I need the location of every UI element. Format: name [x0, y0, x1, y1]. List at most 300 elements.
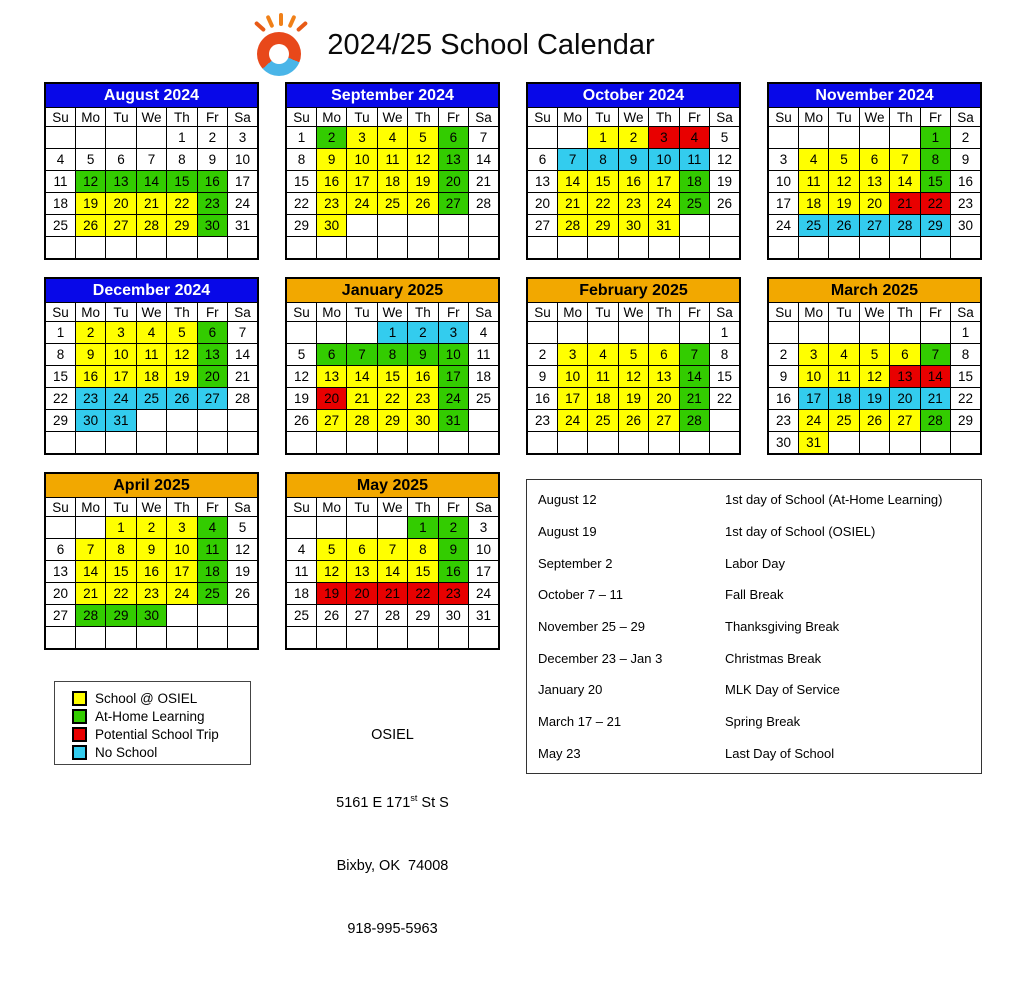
weekday-header: Sa	[951, 108, 981, 127]
day-cell: 20	[649, 388, 679, 410]
weekday-header: Su	[527, 108, 557, 127]
day-cell: 8	[588, 149, 618, 171]
day-cell: 22	[167, 193, 197, 215]
day-cell: 5	[829, 149, 859, 171]
day-cell	[75, 627, 105, 650]
day-cell: 14	[228, 344, 258, 366]
day-cell: 15	[167, 171, 197, 193]
day-cell: 22	[45, 388, 75, 410]
day-cell: 1	[408, 517, 438, 539]
weekday-header: Su	[286, 498, 316, 517]
day-cell: 15	[106, 561, 136, 583]
calendar-grid	[44, 82, 982, 982]
day-cell: 20	[347, 583, 377, 605]
day-cell: 29	[408, 605, 438, 627]
weekday-header: Tu	[347, 303, 377, 322]
day-cell	[920, 322, 950, 344]
day-cell: 21	[920, 388, 950, 410]
day-cell: 26	[618, 410, 648, 432]
weekday-header: We	[618, 303, 648, 322]
day-cell: 26	[75, 215, 105, 237]
day-cell: 14	[136, 171, 166, 193]
day-cell: 21	[136, 193, 166, 215]
day-cell: 16	[197, 171, 227, 193]
day-cell	[377, 237, 407, 260]
legend-swatch-icon	[72, 727, 87, 742]
month-calendar-february-2025	[526, 277, 741, 455]
day-cell: 26	[228, 583, 258, 605]
day-cell: 18	[45, 193, 75, 215]
day-cell: 7	[347, 344, 377, 366]
day-cell: 31	[649, 215, 679, 237]
day-cell: 25	[469, 388, 499, 410]
day-cell	[316, 237, 346, 260]
day-cell: 23	[197, 193, 227, 215]
day-cell: 23	[136, 583, 166, 605]
day-cell: 2	[768, 344, 798, 366]
month-title: April 2025	[45, 473, 258, 498]
day-cell	[316, 322, 346, 344]
month-title: March 2025	[768, 278, 981, 303]
day-cell	[710, 237, 740, 260]
day-cell: 3	[106, 322, 136, 344]
day-cell: 27	[890, 410, 920, 432]
day-cell	[557, 237, 587, 260]
day-cell: 28	[377, 605, 407, 627]
day-cell: 12	[710, 149, 740, 171]
key-date-event: Christmas Break	[725, 650, 822, 666]
weekday-header: Fr	[197, 303, 227, 322]
day-cell	[679, 237, 709, 260]
weekday-header: Fr	[679, 303, 709, 322]
key-date-row	[527, 682, 981, 697]
weekday-header: Sa	[469, 303, 499, 322]
weekday-header: Th	[408, 108, 438, 127]
day-cell	[377, 215, 407, 237]
day-cell: 24	[167, 583, 197, 605]
sun-ray-icon	[266, 15, 275, 29]
weekday-header: Mo	[798, 108, 828, 127]
key-date-label: August 19	[538, 523, 597, 539]
key-date-label: March 17 – 21	[538, 713, 622, 729]
day-cell: 17	[798, 388, 828, 410]
key-date-label: May 23	[538, 745, 581, 761]
weekday-header: Su	[45, 498, 75, 517]
day-cell: 20	[438, 171, 468, 193]
day-cell: 7	[469, 127, 499, 149]
day-cell: 28	[136, 215, 166, 237]
day-cell	[768, 237, 798, 260]
weekday-header: We	[136, 498, 166, 517]
day-cell: 13	[649, 366, 679, 388]
day-cell: 19	[829, 193, 859, 215]
month-calendar-march-2025	[767, 277, 982, 455]
day-cell: 8	[408, 539, 438, 561]
day-cell	[286, 322, 316, 344]
day-cell: 22	[286, 193, 316, 215]
day-cell	[588, 237, 618, 260]
day-cell: 3	[167, 517, 197, 539]
day-cell: 4	[136, 322, 166, 344]
day-cell	[45, 627, 75, 650]
day-cell	[527, 127, 557, 149]
weekday-header: Su	[286, 108, 316, 127]
day-cell	[859, 322, 889, 344]
weekday-header: Mo	[557, 108, 587, 127]
day-cell: 18	[286, 583, 316, 605]
day-cell: 25	[377, 193, 407, 215]
day-cell: 3	[469, 517, 499, 539]
day-cell: 23	[768, 410, 798, 432]
day-cell: 7	[557, 149, 587, 171]
weekday-header: Su	[286, 303, 316, 322]
day-cell: 1	[920, 127, 950, 149]
weekday-header: Fr	[197, 498, 227, 517]
day-cell: 28	[890, 215, 920, 237]
day-cell: 1	[588, 127, 618, 149]
day-cell: 4	[45, 149, 75, 171]
day-cell	[316, 627, 346, 650]
day-cell	[890, 432, 920, 455]
day-cell: 15	[408, 561, 438, 583]
day-cell: 2	[408, 322, 438, 344]
month-calendar-september-2024	[285, 82, 500, 260]
day-cell: 9	[438, 539, 468, 561]
day-cell: 17	[557, 388, 587, 410]
day-cell: 1	[710, 322, 740, 344]
day-cell: 28	[469, 193, 499, 215]
day-cell: 26	[316, 605, 346, 627]
day-cell: 14	[347, 366, 377, 388]
legend-box	[54, 681, 251, 765]
day-cell	[347, 432, 377, 455]
weekday-header: Fr	[438, 303, 468, 322]
day-cell	[618, 322, 648, 344]
day-cell: 7	[75, 539, 105, 561]
day-cell: 4	[798, 149, 828, 171]
key-date-event: Labor Day	[725, 555, 785, 571]
weekday-header: Mo	[557, 303, 587, 322]
day-cell: 14	[469, 149, 499, 171]
day-cell: 22	[106, 583, 136, 605]
month-title: May 2025	[286, 473, 499, 498]
legend-label: No School	[95, 745, 158, 760]
month-calendar-december-2024	[44, 277, 259, 455]
day-cell	[377, 432, 407, 455]
day-cell	[768, 127, 798, 149]
day-cell: 7	[136, 149, 166, 171]
day-cell: 21	[469, 171, 499, 193]
day-cell	[106, 127, 136, 149]
day-cell	[167, 237, 197, 260]
day-cell: 6	[859, 149, 889, 171]
day-cell: 25	[798, 215, 828, 237]
day-cell: 30	[438, 605, 468, 627]
day-cell: 4	[377, 127, 407, 149]
day-cell: 24	[106, 388, 136, 410]
day-cell: 18	[197, 561, 227, 583]
weekday-header: Tu	[588, 303, 618, 322]
day-cell: 5	[167, 322, 197, 344]
key-dates-box	[526, 479, 982, 774]
day-cell: 28	[75, 605, 105, 627]
day-cell	[228, 410, 258, 432]
day-cell	[588, 322, 618, 344]
address-street: 5161 E 171st St S	[336, 793, 449, 811]
key-date-event: MLK Day of Service	[725, 682, 840, 698]
legend-swatch-icon	[72, 691, 87, 706]
day-cell: 13	[197, 344, 227, 366]
day-cell: 13	[438, 149, 468, 171]
day-cell: 9	[316, 149, 346, 171]
key-date-row	[527, 651, 981, 666]
day-cell: 3	[228, 127, 258, 149]
day-cell: 18	[588, 388, 618, 410]
day-cell: 19	[618, 388, 648, 410]
day-cell: 5	[286, 344, 316, 366]
day-cell: 6	[45, 539, 75, 561]
day-cell: 14	[890, 171, 920, 193]
day-cell: 8	[45, 344, 75, 366]
day-cell: 21	[347, 388, 377, 410]
legend-label: School @ OSIEL	[95, 691, 198, 706]
weekday-header: Th	[890, 303, 920, 322]
month-title: January 2025	[286, 278, 499, 303]
day-cell: 11	[197, 539, 227, 561]
month-title: February 2025	[527, 278, 740, 303]
day-cell	[798, 237, 828, 260]
day-cell: 1	[377, 322, 407, 344]
day-cell: 2	[618, 127, 648, 149]
day-cell	[45, 237, 75, 260]
weekday-header: Fr	[920, 108, 950, 127]
month-calendar-april-2025	[44, 472, 259, 650]
day-cell: 28	[347, 410, 377, 432]
day-cell: 13	[859, 171, 889, 193]
day-cell: 3	[798, 344, 828, 366]
day-cell: 8	[286, 149, 316, 171]
legend-item	[72, 690, 250, 707]
day-cell: 8	[951, 344, 981, 366]
day-cell: 19	[286, 388, 316, 410]
day-cell: 29	[920, 215, 950, 237]
day-cell: 4	[286, 539, 316, 561]
day-cell: 3	[347, 127, 377, 149]
day-cell: 26	[286, 410, 316, 432]
day-cell: 12	[286, 366, 316, 388]
day-cell	[377, 517, 407, 539]
day-cell	[136, 237, 166, 260]
key-date-row	[527, 587, 981, 602]
day-cell: 3	[649, 127, 679, 149]
day-cell: 5	[859, 344, 889, 366]
day-cell: 13	[527, 171, 557, 193]
weekday-header: Fr	[920, 303, 950, 322]
weekday-header: Th	[167, 303, 197, 322]
day-cell	[316, 432, 346, 455]
day-cell: 1	[45, 322, 75, 344]
day-cell: 23	[75, 388, 105, 410]
day-cell: 18	[679, 171, 709, 193]
weekday-header: Tu	[106, 498, 136, 517]
day-cell: 21	[377, 583, 407, 605]
school-logo-icon	[249, 12, 313, 78]
day-cell: 3	[768, 149, 798, 171]
day-cell: 23	[618, 193, 648, 215]
day-cell: 27	[347, 605, 377, 627]
day-cell	[197, 605, 227, 627]
day-cell: 31	[798, 432, 828, 455]
day-cell	[588, 432, 618, 455]
day-cell: 9	[768, 366, 798, 388]
day-cell: 21	[557, 193, 587, 215]
day-cell: 9	[408, 344, 438, 366]
day-cell	[438, 215, 468, 237]
day-cell: 4	[679, 127, 709, 149]
day-cell: 26	[710, 193, 740, 215]
key-date-event: 1st day of School (OSIEL)	[725, 523, 876, 539]
day-cell: 25	[136, 388, 166, 410]
day-cell	[408, 215, 438, 237]
day-cell: 10	[469, 539, 499, 561]
weekday-header: Tu	[588, 108, 618, 127]
day-cell: 23	[408, 388, 438, 410]
day-cell	[557, 322, 587, 344]
day-cell	[286, 627, 316, 650]
day-cell: 20	[527, 193, 557, 215]
day-cell: 7	[679, 344, 709, 366]
day-cell: 29	[45, 410, 75, 432]
day-cell: 20	[316, 388, 346, 410]
day-cell: 19	[859, 388, 889, 410]
day-cell: 13	[347, 561, 377, 583]
day-cell: 22	[588, 193, 618, 215]
day-cell: 30	[136, 605, 166, 627]
weekday-header: Mo	[75, 498, 105, 517]
day-cell	[469, 215, 499, 237]
day-cell: 8	[377, 344, 407, 366]
day-cell: 21	[228, 366, 258, 388]
day-cell	[167, 627, 197, 650]
day-cell	[829, 432, 859, 455]
day-cell: 2	[197, 127, 227, 149]
day-cell: 27	[649, 410, 679, 432]
weekday-header: Tu	[829, 108, 859, 127]
day-cell: 24	[798, 410, 828, 432]
day-cell	[136, 127, 166, 149]
day-cell	[228, 237, 258, 260]
day-cell: 28	[557, 215, 587, 237]
day-cell: 15	[45, 366, 75, 388]
day-cell	[768, 322, 798, 344]
day-cell	[228, 627, 258, 650]
day-cell	[316, 517, 346, 539]
day-cell: 9	[618, 149, 648, 171]
key-date-label: August 12	[538, 492, 597, 508]
key-date-label: November 25 – 29	[538, 618, 645, 634]
day-cell: 24	[228, 193, 258, 215]
day-cell: 4	[829, 344, 859, 366]
day-cell: 15	[286, 171, 316, 193]
day-cell	[45, 517, 75, 539]
day-cell: 16	[438, 561, 468, 583]
day-cell: 12	[75, 171, 105, 193]
day-cell: 18	[469, 366, 499, 388]
day-cell: 5	[618, 344, 648, 366]
day-cell	[618, 237, 648, 260]
day-cell: 19	[408, 171, 438, 193]
weekday-header: Su	[45, 108, 75, 127]
day-cell	[286, 517, 316, 539]
day-cell	[710, 432, 740, 455]
day-cell: 27	[45, 605, 75, 627]
day-cell	[408, 627, 438, 650]
day-cell: 9	[527, 366, 557, 388]
weekday-header: We	[377, 498, 407, 517]
weekday-header: Su	[45, 303, 75, 322]
day-cell	[106, 237, 136, 260]
page-header	[0, 0, 1024, 80]
month-calendar-november-2024	[767, 82, 982, 260]
day-cell: 12	[618, 366, 648, 388]
weekday-header: We	[377, 108, 407, 127]
day-cell: 20	[859, 193, 889, 215]
day-cell	[347, 517, 377, 539]
day-cell: 15	[710, 366, 740, 388]
day-cell: 7	[377, 539, 407, 561]
day-cell: 24	[438, 388, 468, 410]
weekday-header: Th	[890, 108, 920, 127]
day-cell: 16	[75, 366, 105, 388]
sun-ray-icon	[279, 13, 283, 26]
day-cell: 8	[710, 344, 740, 366]
day-cell: 29	[951, 410, 981, 432]
day-cell	[710, 215, 740, 237]
day-cell: 6	[347, 539, 377, 561]
day-cell: 25	[679, 193, 709, 215]
key-date-event: Thanksgiving Break	[725, 618, 840, 634]
day-cell: 17	[469, 561, 499, 583]
day-cell: 19	[316, 583, 346, 605]
day-cell: 30	[951, 215, 981, 237]
day-cell: 19	[228, 561, 258, 583]
weekday-header: Mo	[798, 303, 828, 322]
day-cell: 30	[75, 410, 105, 432]
day-cell	[649, 322, 679, 344]
day-cell	[890, 322, 920, 344]
day-cell: 25	[588, 410, 618, 432]
weekday-header: We	[136, 303, 166, 322]
day-cell: 10	[557, 366, 587, 388]
weekday-header: Su	[527, 303, 557, 322]
day-cell: 5	[228, 517, 258, 539]
day-cell: 22	[951, 388, 981, 410]
weekday-header: We	[618, 108, 648, 127]
day-cell	[136, 627, 166, 650]
weekday-header: Th	[408, 303, 438, 322]
day-cell: 16	[527, 388, 557, 410]
day-cell	[890, 127, 920, 149]
day-cell	[618, 432, 648, 455]
day-cell: 14	[557, 171, 587, 193]
day-cell: 8	[167, 149, 197, 171]
day-cell: 11	[679, 149, 709, 171]
day-cell: 23	[316, 193, 346, 215]
day-cell: 30	[768, 432, 798, 455]
day-cell	[469, 627, 499, 650]
day-cell: 4	[588, 344, 618, 366]
day-cell: 2	[136, 517, 166, 539]
